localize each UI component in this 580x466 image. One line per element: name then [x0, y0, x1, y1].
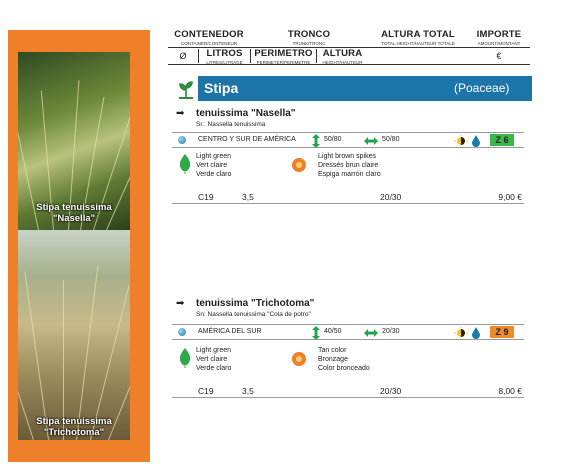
- arrow-right-icon: ➡: [176, 298, 185, 309]
- price: 8,00 €: [498, 386, 522, 396]
- globe-icon: [178, 136, 186, 144]
- genus-name: Stipa: [204, 80, 239, 96]
- photo-caption: Stipa tenuissima "Trichotoma": [36, 416, 112, 438]
- header-altura: ALTURA: [322, 48, 363, 59]
- info-line: [172, 132, 524, 148]
- litres-value: 3,5: [242, 192, 254, 202]
- zone-badge: Z 6: [490, 134, 514, 146]
- height-value: 40/50: [324, 328, 342, 335]
- water-drop-icon: [472, 327, 480, 339]
- sun-shade-icon: [454, 135, 468, 147]
- header-litros: LITROS: [206, 48, 243, 59]
- header-tronco: TRONCO: [287, 29, 331, 40]
- height-arrow-icon: [312, 326, 320, 340]
- flower-color: Light brown spikes Dressés brun claire Espiga marrón claro: [318, 153, 381, 178]
- width-value: 20/30: [382, 328, 400, 335]
- globe-icon: [178, 328, 186, 336]
- photo-stipa-nasella: [18, 52, 130, 230]
- sun-shade-icon: [454, 327, 468, 339]
- price: 9,00 €: [498, 192, 522, 202]
- genus-family: (Poaceae): [454, 81, 510, 95]
- origin: AMÉRICA DEL SUR: [198, 328, 262, 335]
- currency-symbol: €: [496, 50, 502, 61]
- leaf-icon: [178, 348, 192, 368]
- column-header: CONTENEDOR CONTAINER/CONTENEUR TRONCO TRUNK/TRONC ALTURA TOTAL TOTAL HEIGHT/HAUTEUR TOTALE IMPORTE AMOUNT/MONTANT Ø LITROS LITRES/LITRAGE PERIMETRO PERIMETER/PERIMETRE ALTURA HEIGHT/HAUTEUR €: [168, 30, 530, 65]
- info-line: [172, 324, 524, 340]
- leaf-icon: [178, 154, 192, 174]
- header-perimetro: PERIMETRO: [254, 48, 313, 59]
- header-altura-total: ALTURA TOTAL: [381, 29, 455, 40]
- total-height-value: 20/30: [380, 386, 402, 396]
- photo-caption: Stipa tenuissima "Nasella": [36, 202, 112, 224]
- flower-color: Tan color Bronzage Color bronceado: [318, 347, 370, 372]
- plant-sign-icon: [174, 76, 198, 101]
- variety-synonym: Sn: Nassella tenuissima "Cola de potro": [196, 311, 311, 318]
- photo-strip: [8, 30, 150, 462]
- price-line: [172, 386, 524, 398]
- variety-title: tenuissima "Nasella": [196, 108, 296, 119]
- width-arrow-icon: [364, 137, 378, 145]
- container-size: C19: [198, 386, 214, 396]
- flower-icon: [292, 352, 306, 366]
- arrow-right-icon: ➡: [176, 108, 185, 119]
- zone-badge: Z 9: [490, 326, 514, 338]
- height-arrow-icon: [312, 134, 320, 148]
- diameter-symbol: Ø: [179, 50, 187, 61]
- height-value: 50/80: [324, 136, 342, 143]
- header-importe: IMPORTE: [476, 29, 522, 40]
- water-drop-icon: [472, 135, 480, 147]
- price-line: [172, 192, 524, 204]
- litres-value: 3,5: [242, 386, 254, 396]
- leaf-color: Light green Vert claire Verde claro: [196, 153, 232, 178]
- variety-title: tenuissima "Trichotoma": [196, 298, 315, 309]
- photo-stipa-trichotoma: [18, 230, 130, 440]
- flower-icon: [292, 158, 306, 172]
- variety-synonym: Sr.: Nassella tenuissima: [196, 121, 266, 128]
- header-contenedor: CONTENEDOR: [174, 29, 244, 40]
- container-size: C19: [198, 192, 214, 202]
- width-arrow-icon: [364, 329, 378, 337]
- total-height-value: 20/30: [380, 192, 402, 202]
- origin: CENTRO Y SUR DE AMÉRICA: [198, 136, 296, 143]
- width-value: 50/80: [382, 136, 400, 143]
- leaf-color: Light green Vert claire Verde claro: [196, 347, 232, 372]
